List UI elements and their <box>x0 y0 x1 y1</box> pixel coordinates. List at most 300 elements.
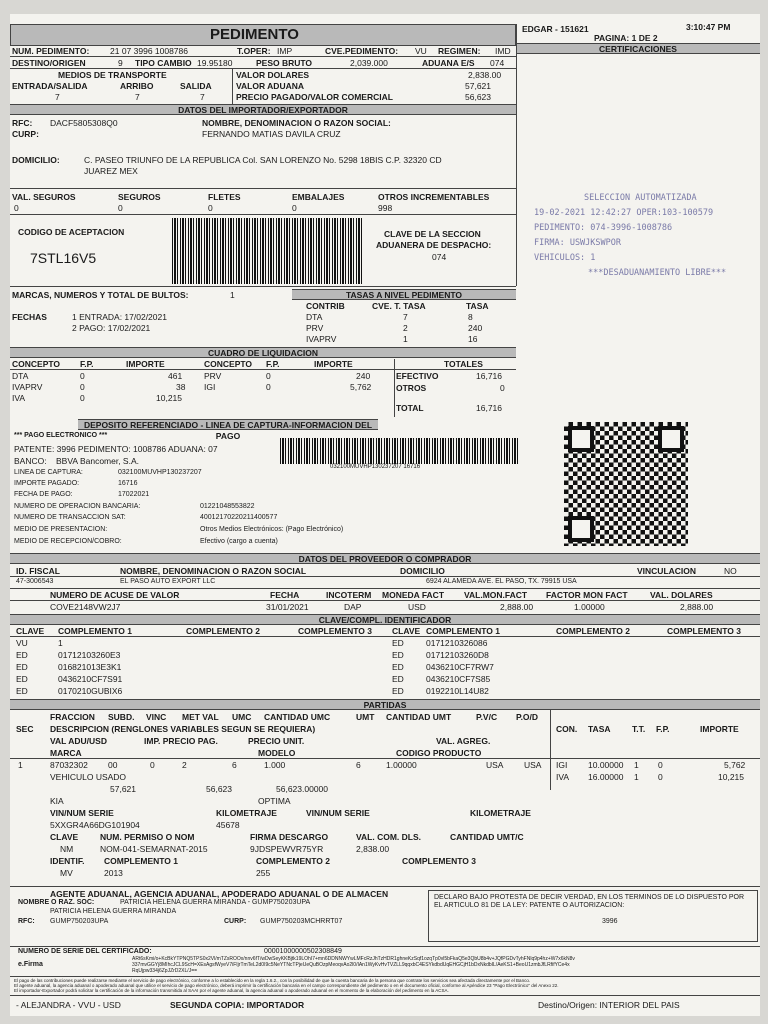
ident-comp: 0436210CF7S85 <box>426 674 491 684</box>
fechas-label: FECHAS <box>12 312 47 322</box>
banco-label: BANCO: <box>14 456 47 466</box>
ident-comp: 01712103260D8 <box>426 650 489 660</box>
part-sec: 1 <box>18 760 23 770</box>
ident-comp: 0170210GUBIX6 <box>58 686 123 696</box>
proveedor-nombre: EL PASO AUTO EXPORT LLC <box>120 578 216 585</box>
tasa-contrib: PRV <box>306 323 324 333</box>
umt: 6 <box>356 760 361 770</box>
ident-col: COMPLEMENTO 1 <box>58 626 132 636</box>
pago-value: 032100MUVHP130237207 <box>118 469 202 476</box>
ident-comp: 0171210326086 <box>426 638 488 648</box>
part-col: MET VAL <box>182 712 219 722</box>
seccion-aduanera: 074 <box>432 252 447 262</box>
patente: 3996 <box>602 918 618 925</box>
seleccion-stamp-3: PEDIMENTO: 074-3996-1008786 <box>534 223 673 233</box>
otros-label: OTROS <box>396 383 427 393</box>
payment-barcode <box>280 438 520 464</box>
pago-electronico: *** PAGO ELECTRONICO *** <box>14 432 108 439</box>
cantidad-umc: 1.000 <box>264 760 286 770</box>
liq-concepto: DTA <box>12 371 29 381</box>
perm-col: NUM. PERMISO O NOM <box>100 832 195 842</box>
embalajes-label: EMBALAJES <box>292 192 345 202</box>
liq-concepto-r: IGI <box>204 382 216 392</box>
fecha: 31/01/2021 <box>266 602 309 612</box>
regimen: IMD <box>495 46 511 56</box>
valor-dolares: 2,838.00 <box>468 70 502 80</box>
liq-col-totales: TOTALES <box>444 359 483 369</box>
identif-col: COMPLEMENTO 1 <box>104 856 178 866</box>
seleccion-stamp-6: ***DESADUANAMIENTO LIBRE*** <box>588 268 727 278</box>
contrib-con: IGI <box>556 760 568 770</box>
otros: 0 <box>500 383 505 393</box>
part-col: UMC <box>232 712 252 722</box>
embalajes: 0 <box>292 203 297 213</box>
ident-col: COMPLEMENTO 2 <box>556 626 630 636</box>
ident-comp: 0192210L14U82 <box>426 686 489 696</box>
part-col: SUBD. <box>108 712 135 722</box>
incoterm-label: INCOTERM <box>326 590 372 600</box>
ident-clave: ED <box>392 674 404 684</box>
val-mon-fact-label: VAL.MON.FACT <box>464 590 528 600</box>
val-mon-fact: 2,888.00 <box>500 602 534 612</box>
liq-col-importe-2: IMPORTE <box>314 359 353 369</box>
rule <box>10 286 516 287</box>
vin-label: VIN/NUM SERIE <box>50 808 114 818</box>
contrib-col: CON. <box>556 724 578 734</box>
tasa-header: TASA <box>466 301 489 311</box>
codigo-aceptacion-label: CODIGO DE ACEPTACION <box>18 227 125 237</box>
part-col: VINC <box>146 712 167 722</box>
rule <box>10 995 760 996</box>
sec-label: SEC <box>16 724 34 734</box>
seleccion-stamp-5: VEHICULOS: 1 <box>534 253 596 263</box>
pod: USA <box>524 760 542 770</box>
pago-patente: PATENTE: 3996 PEDIMENTO: 1008786 ADUANA: 07 <box>14 444 218 454</box>
footer-right: Destino/Origen: INTERIOR DEL PAIS <box>538 1000 680 1010</box>
part-col: CANTIDAD UMT <box>386 712 452 722</box>
agente-nombre-label: NOMBRE O RAZ. SOC: <box>18 899 95 906</box>
rule <box>10 68 516 69</box>
liq-fp: 0 <box>80 371 85 381</box>
toper-label: T.OPER: <box>237 46 271 56</box>
liq-importe: 38 <box>176 382 186 392</box>
entrada-salida: 7 <box>55 92 60 102</box>
acuse: COVE2148VW2J7 <box>50 602 121 612</box>
aduana-label: ADUANA E/S <box>422 58 475 68</box>
precio-unit: 56,623.00000 <box>276 784 328 794</box>
ident-clave: ED <box>392 638 404 648</box>
toper: IMP <box>277 46 293 56</box>
tasa-valor: 240 <box>468 323 483 333</box>
fecha-label: FECHA <box>270 590 300 600</box>
declaracion: DECLARO BAJO PROTESTA DE DECIR VERDAD, EN LOS TERMINOS DE LO DISPUESTO POR EL ARTICULO 81 DE LA LEY: PATENTE O AUTORIZACION: <box>434 894 745 909</box>
agente-curp-label: CURP: <box>224 918 247 925</box>
agente-nombre: PATRICIA HELENA GUERRA MIRANDA - GUMP750203UPA <box>120 899 311 906</box>
pago-label: MEDIO DE RECEPCION/COBRO: <box>14 538 122 545</box>
rule <box>10 886 760 887</box>
marca: KIA <box>50 796 64 806</box>
cantidad-umt: 1.00000 <box>386 760 417 770</box>
ident-col: COMPLEMENTO 3 <box>298 626 372 636</box>
agente-rfc: GUMP750203UPA <box>50 918 109 925</box>
tipo-cambio: 19.95180 <box>197 58 233 68</box>
perm-col: VAL. COM. DLS. <box>356 832 422 842</box>
cert-serial: 00001000000502308849 <box>264 948 342 955</box>
contrib-col: IMPORTE <box>700 724 739 734</box>
contrib-col: F.P. <box>656 724 670 734</box>
proveedor-domicilio: 6924 ALAMEDA AVE. EL PASO, TX. 79915 USA <box>426 578 577 585</box>
part-col: FRACCION <box>50 712 95 722</box>
efirma-line3: RqUjpw334j6ZpJZrD2XL/J== <box>132 968 198 974</box>
liq-fp-r: 0 <box>266 382 271 392</box>
rule <box>10 636 760 637</box>
codigo-aceptacion: 7STL16V5 <box>30 250 97 266</box>
vinc: 0 <box>150 760 155 770</box>
ident-col: CLAVE <box>16 626 45 636</box>
pago-label: NUMERO DE TRANSACCION SAT: <box>14 514 126 521</box>
ident-col: COMPLEMENTO 3 <box>667 626 741 636</box>
medios-title: MEDIOS DE TRANSPORTE <box>58 70 167 80</box>
liq-importe: 461 <box>168 371 183 381</box>
identif-col: IDENTIF. <box>50 856 85 866</box>
liq-importe-r: 240 <box>356 371 371 381</box>
tasa-contrib: DTA <box>306 312 323 322</box>
salida: 7 <box>200 92 205 102</box>
precio-pagado: 56,623 <box>465 92 491 102</box>
liq-importe: 10,215 <box>156 393 182 403</box>
km: 45678 <box>216 820 240 830</box>
perm-col: CANTIDAD UMT/C <box>450 832 524 842</box>
descripcion-label: DESCRIPCION (RENGLONES VARIABLES SEGUN SE REQUIERA) <box>50 724 316 734</box>
rule <box>10 758 760 759</box>
pago-label: FECHA DE PAGO: <box>14 491 73 498</box>
importador-nombre: FERNANDO MATIAS DAVILA CRUZ <box>202 129 341 139</box>
fraccion: 87032302 <box>50 760 88 770</box>
incoterm: DAP <box>344 602 362 612</box>
liq-concepto: IVA <box>12 393 26 403</box>
part-col: CANTIDAD UMC <box>264 712 331 722</box>
legal-text: El importador-Exportador podrá solicitar la certificación de la información transmitida al SAAI por el agente aduanal, la agencia aduanal o apoderado aduanal en el momento de la elaboración del pedimento en la ACSA. <box>14 988 449 993</box>
tasa-cve: 7 <box>403 312 408 322</box>
contrib-tt: 1 <box>634 772 639 782</box>
umc: 6 <box>232 760 237 770</box>
vin-label-2: VIN/NUM SERIE <box>306 808 370 818</box>
part-col: UMT <box>356 712 375 722</box>
rule <box>10 188 516 189</box>
ident-col: COMPLEMENTO 2 <box>186 626 260 636</box>
certifications-header: CERTIFICACIONES <box>516 43 760 54</box>
num-pedimento-label: NUM. PEDIMENTO: <box>12 46 90 56</box>
ident-clave: VU <box>16 638 28 648</box>
seguros: 0 <box>118 203 123 213</box>
vinculacion-label: VINCULACION <box>637 566 697 576</box>
liq-col-concepto-2: CONCEPTO <box>204 359 253 369</box>
salida-label: SALIDA <box>180 81 212 91</box>
part-col: IMP. PRECIO PAG. <box>144 736 218 746</box>
identif-col: COMPLEMENTO 3 <box>402 856 476 866</box>
fecha-pago: 2 PAGO: 17/02/2021 <box>72 323 151 333</box>
importador-header: DATOS DEL IMPORTADOR/EXPORTADOR <box>10 104 516 115</box>
arribo-label: ARRIBO <box>120 81 154 91</box>
payment-qr-code <box>564 422 688 546</box>
banco: BBVA Bancomer, S.A. <box>56 456 139 466</box>
peso-bruto-label: PESO BRUTO <box>256 58 313 68</box>
nombre-label: NOMBRE, DENOMINACION O RAZON SOCIAL: <box>202 118 391 128</box>
precio-pagado-label: PRECIO PAGADO/VALOR COMERCIAL <box>236 92 393 102</box>
agente-nombre-2: PATRICIA HELENA GUERRA MIRANDA <box>50 908 177 915</box>
page-number: PAGINA: 1 DE 2 <box>594 33 658 43</box>
contrib-col: TASA <box>588 724 611 734</box>
rule <box>550 710 551 790</box>
efectivo-label: EFECTIVO <box>396 371 439 381</box>
valor-aduana: 57,621 <box>465 81 491 91</box>
liq-concepto: IVAPRV <box>12 382 43 392</box>
tasa-cve: 2 <box>403 323 408 333</box>
rule <box>10 600 760 601</box>
contrib-con: IVA <box>556 772 570 782</box>
pago-value: 40012170220211400577 <box>200 514 278 521</box>
pago-label: MEDIO DE PRESENTACION: <box>14 526 108 533</box>
rule <box>232 68 233 104</box>
efirma-label: e.Firma <box>18 961 43 968</box>
rule <box>10 946 760 947</box>
part-col: MODELO <box>258 748 296 758</box>
contrib-tasa: 16.00000 <box>588 772 624 782</box>
seleccion-stamp-1: SELECCION AUTOMATIZADA <box>584 193 697 203</box>
part-col: VAL ADU/USD <box>50 736 107 746</box>
seleccion-stamp-4: FIRMA: USWJKSWPOR <box>534 238 621 248</box>
rule <box>516 24 517 286</box>
contrib-col: T.T. <box>632 724 646 734</box>
km-label-2: KILOMETRAJE <box>470 808 531 818</box>
ident-comp: 01712103260E3 <box>58 650 121 660</box>
agent-id: EDGAR - 151621 <box>522 24 589 34</box>
pago-label: LINEA DE CAPTURA: <box>14 469 83 476</box>
liq-concepto-r: PRV <box>204 371 222 381</box>
regimen-label: REGIMEN: <box>438 46 481 56</box>
tasa-valor: 8 <box>468 312 473 322</box>
ident-clave: ED <box>392 650 404 660</box>
val-seguros-label: VAL. SEGUROS <box>12 192 76 202</box>
id-fiscal: 47-3006543 <box>16 578 54 585</box>
descripcion: VEHICULO USADO <box>50 772 127 782</box>
val-dolares: 2,888.00 <box>680 602 714 612</box>
otros-incrementables: 998 <box>378 203 393 213</box>
moneda: USD <box>408 602 426 612</box>
payment-barcode-text: 032100MUVHP130237207 16716 <box>330 464 421 470</box>
proveedor-domicilio-label: DOMICILIO <box>400 566 445 576</box>
perm-clave: NM <box>60 844 74 854</box>
valor-dolares-label: VALOR DOLARES <box>236 70 310 80</box>
part-col: PRECIO UNIT. <box>248 736 305 746</box>
km-label: KILOMETRAJE <box>216 808 277 818</box>
perm-num: NOM-041-SEMARNAT-2015 <box>100 844 208 854</box>
contrib-tasa: 10.00000 <box>588 760 624 770</box>
liq-fp: 0 <box>80 382 85 392</box>
fletes-label: FLETES <box>208 192 241 202</box>
subd: 00 <box>108 760 118 770</box>
contrib-fp: 0 <box>658 772 663 782</box>
domicilio-label: DOMICILIO: <box>12 155 60 165</box>
proveedor-nombre-label: NOMBRE, DENOMINACION O RAZON SOCIAL <box>120 566 307 576</box>
contrib-tt: 1 <box>634 760 639 770</box>
imp-precio-pag: 56,623 <box>206 784 232 794</box>
identificador-header: CLAVE/COMPL. IDENTIFICADOR <box>10 614 760 625</box>
arribo: 7 <box>135 92 140 102</box>
liq-col-concepto: CONCEPTO <box>12 359 61 369</box>
footer-center: SEGUNDA COPIA: IMPORTADOR <box>170 1000 305 1010</box>
liq-fp-r: 0 <box>266 371 271 381</box>
curp-label: CURP: <box>12 129 39 139</box>
factor-label: FACTOR MON FACT <box>546 590 628 600</box>
vinculacion: NO <box>724 566 737 576</box>
total: 16,716 <box>476 403 502 413</box>
pago-value: 01221048553822 <box>200 503 255 510</box>
rule <box>10 976 760 977</box>
tasa-contrib: IVAPRV <box>306 334 337 344</box>
fecha-entrada: 1 ENTRADA: 17/02/2021 <box>72 312 167 322</box>
seccion-aduanera-label-1: CLAVE DE LA SECCION <box>384 229 481 239</box>
rule <box>10 56 516 57</box>
identif-col: COMPLEMENTO 2 <box>256 856 330 866</box>
rule <box>10 576 760 577</box>
identif-clave: MV <box>60 868 73 878</box>
contrib-importe: 10,215 <box>718 772 744 782</box>
contrib-fp: 0 <box>658 760 663 770</box>
valor-aduana-label: VALOR ADUANA <box>236 81 304 91</box>
pago-value: Efectivo (cargo a cuenta) <box>200 538 278 545</box>
part-col: VAL. AGREG. <box>436 736 491 746</box>
ident-clave: ED <box>16 674 28 684</box>
fletes: 0 <box>208 203 213 213</box>
ident-clave: ED <box>392 686 404 696</box>
otros-incrementables-label: OTROS INCREMENTABLES <box>378 192 490 202</box>
ident-col: CLAVE <box>392 626 421 636</box>
perm-col: CLAVE <box>50 832 79 842</box>
seccion-aduanera-label-2: ADUANERA DE DESPACHO: <box>376 240 492 250</box>
partidas-header: PARTIDAS <box>10 699 760 710</box>
ident-col: COMPLEMENTO 1 <box>426 626 500 636</box>
acuse-label: NUMERO DE ACUSE DE VALOR <box>50 590 180 600</box>
legal-text: El pago de las contribuciones puede realizarse mediante el servicio de pago electrónico, conforme a lo establecido en la regla 1.6.2., con la posibilidad de que la cuenta bancaria de la persona que contrate los servicios sea afectada directamente por el Banco. <box>14 978 531 983</box>
cve-pedimento: VU <box>415 46 427 56</box>
domicilio-line1: C. PASEO TRIUNFO DE LA REPUBLICA Col. SAN LORENZO No. 5298 18BIS C.P. 32320 CD <box>84 155 442 165</box>
acceptance-barcode <box>172 218 362 284</box>
pago-value: 16716 <box>118 480 138 487</box>
seguros-label: SEGUROS <box>118 192 161 202</box>
footer-left: - ALEJANDRA - VVU - USD <box>16 1000 121 1010</box>
id-fiscal-label: ID. FISCAL <box>16 566 60 576</box>
proveedor-header: DATOS DEL PROVEEDOR O COMPRADOR <box>10 553 760 564</box>
rule <box>10 369 516 370</box>
total-label: TOTAL <box>396 403 424 413</box>
rfc: DACF5805308Q0 <box>50 118 118 128</box>
part-col: CODIGO PRODUCTO <box>396 748 482 758</box>
pago-header: DEPOSITO REFERENCIADO - LINEA DE CAPTURA-INFORMACION DEL PAGO <box>78 419 378 430</box>
agente-rfc-label: RFC: <box>18 918 35 925</box>
ident-comp: 1 <box>58 638 63 648</box>
domicilio-line2: JUAREZ MEX <box>84 166 138 176</box>
liq-col-importe: IMPORTE <box>126 359 165 369</box>
moneda-label: MONEDA FACT <box>382 590 445 600</box>
marcas-label: MARCAS, NUMEROS Y TOTAL DE BULTOS: <box>12 290 189 300</box>
rfc-label: RFC: <box>12 118 33 128</box>
efectivo: 16,716 <box>476 371 502 381</box>
identif-comp2: 255 <box>256 868 271 878</box>
pvc: USA <box>486 760 504 770</box>
ident-comp: 0436210CF7RW7 <box>426 662 494 672</box>
cve-pedimento-label: CVE.PEDIMENTO: <box>325 46 399 56</box>
tasa-cve: 1 <box>403 334 408 344</box>
entrada-salida-label: ENTRADA/SALIDA <box>12 81 88 91</box>
val-adu-usd: 57,621 <box>110 784 136 794</box>
agente-title: AGENTE ADUANAL, AGENCIA ADUANAL, APODERADO ADUANAL O DE ALMACEN <box>50 889 389 899</box>
part-col: MARCA <box>50 748 82 758</box>
ident-clave: ED <box>392 662 404 672</box>
val-dolares-label: VAL. DOLARES <box>650 590 713 600</box>
rule <box>394 359 395 417</box>
cve-tasa-header: CVE. T. TASA <box>372 301 426 311</box>
vin: 5XXGR4A66DG101904 <box>50 820 140 830</box>
ident-clave: ED <box>16 662 28 672</box>
ident-clave: ED <box>16 650 28 660</box>
liq-col-fp-2: F.P. <box>266 359 280 369</box>
rule <box>10 588 760 589</box>
liq-col-fp: F.P. <box>80 359 94 369</box>
part-col: P.O/D <box>516 712 539 722</box>
legal-text: El agente aduanal, la agencia aduanal o apoderado aduanal que utilice el servicio de pago electrónico, deberá imprimir la certificación bancaria en el campo correspondiente del pedimento o en el documento oficial, conforme al Apéndice 23 "Pago Electrónico" del Anexo 22. <box>14 983 559 988</box>
tasas-header: TASAS A NIVEL PEDIMENTO <box>292 289 516 300</box>
perm-col: FIRMA DESCARGO <box>250 832 329 842</box>
efirma-line1: ARt6sKmi/o+KcBkYTPNQ5TPS0x2Vl/mTZsROOx/nnv6fT/wDwSeyKKBjtk19LOhI7+mn6DDNNWYwLMFcRzJhTzHDR1ghneKzSqf1ozqTp0vl5bFkaQ5e3QbU8b4v+JQfPGDvTyhFNlq9p4hz+W7x6kN8v <box>132 956 575 962</box>
pago-value: 17022021 <box>118 491 150 498</box>
destino-label: DESTINO/ORIGEN <box>12 58 86 68</box>
pago-value: Otros Medios Electrónicos: (Pago Electrónico) <box>200 526 344 533</box>
pedimento-document <box>10 14 760 1016</box>
agente-curp: GUMP750203MCHRRT07 <box>260 918 343 925</box>
num-pedimento: 21 07 3996 1008786 <box>110 46 188 56</box>
val-seguros: 0 <box>14 203 19 213</box>
liq-fp: 0 <box>80 393 85 403</box>
perm-val: 2,838.00 <box>356 844 390 854</box>
seleccion-stamp-2: 19-02-2021 12:42:27 OPER:103-100579 <box>534 208 714 218</box>
page-title: PEDIMENTO <box>210 26 299 43</box>
factor: 1.00000 <box>574 602 605 612</box>
pago-label: IMPORTE PAGADO: <box>14 480 80 487</box>
liquidacion-header: CUADRO DE LIQUIDACION <box>10 347 516 358</box>
modelo: OPTIMA <box>258 796 291 806</box>
cert-label: NUMERO DE SERIE DEL CERTIFICADO: <box>18 948 152 955</box>
tasa-valor: 16 <box>468 334 478 344</box>
print-time: 3:10:47 PM <box>686 22 731 32</box>
ident-comp: 016821013E3K1 <box>58 662 122 672</box>
contrib-header: CONTRIB <box>306 301 345 311</box>
ident-clave: ED <box>16 686 28 696</box>
efirma-line2: 337mvGGYj8MIhcJCL9ScH=XEsAgsfWyeV7iFIjrTmTeL2d0I9c5NeYTNcTPjeUeQuBOzpMeoqvAo2l0/IAn1WyKvHvTVZLL9qqxbC4ESYkdbdUqEHGCjH1bDxNkdbIL/AeKS1+BeoU1zmbJfLRfifYCe4x <box>132 962 570 968</box>
aduana: 074 <box>490 58 505 68</box>
contrib-importe: 5,762 <box>724 760 746 770</box>
marcas: 1 <box>230 290 235 300</box>
part-col: P.V/C <box>476 712 498 722</box>
ident-comp: 0436210CF7S91 <box>58 674 123 684</box>
destino: 9 <box>118 58 123 68</box>
rule <box>10 214 516 215</box>
identif-comp1: 2013 <box>104 868 123 878</box>
peso-bruto: 2,039.000 <box>350 58 388 68</box>
pago-label: NUMERO DE OPERACION BANCARIA: <box>14 503 141 510</box>
perm-firma: 9JDSPEWVR75YR <box>250 844 324 854</box>
tipo-cambio-label: TIPO CAMBIO <box>135 58 192 68</box>
